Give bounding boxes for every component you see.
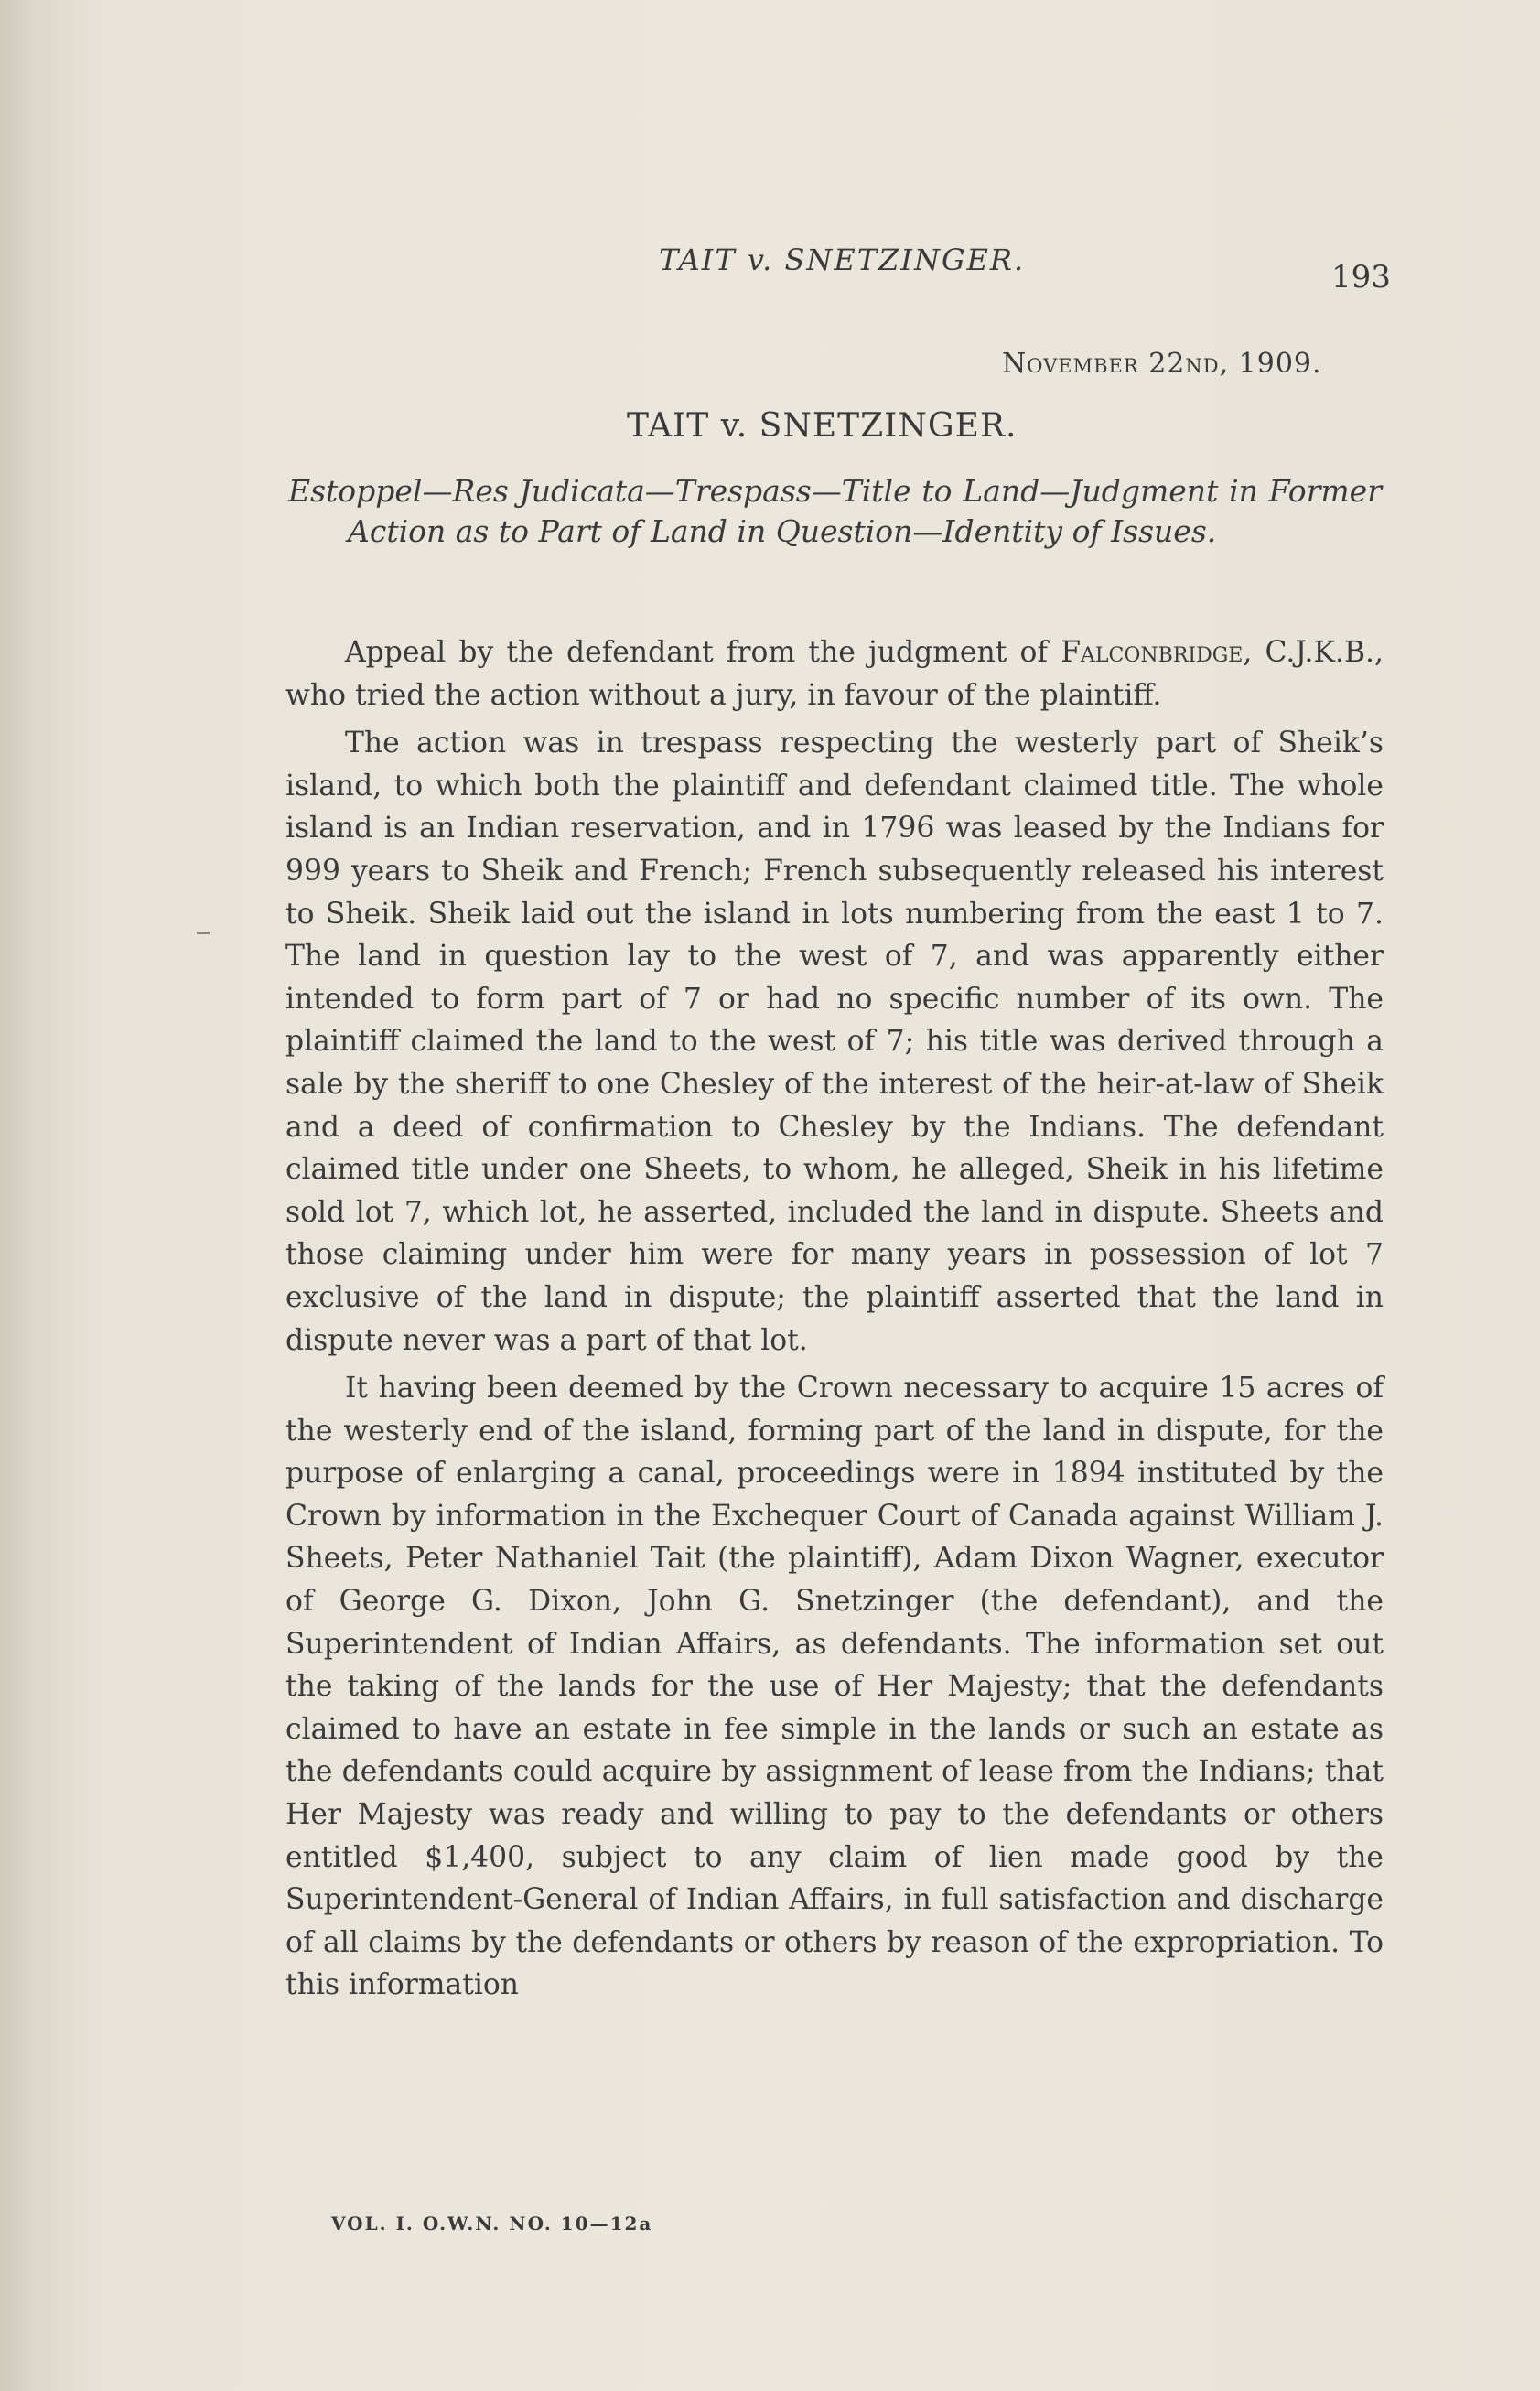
judge-name: Falconbridge <box>1061 636 1244 669</box>
paragraph-1-start: Appeal by the defendant from the judgment of <box>345 636 1061 669</box>
body-text <box>285 631 1384 2007</box>
decision-date: November 22nd, 1909. <box>1002 348 1322 380</box>
printer-signature: VOL. I. O.W.N. NO. 10—12a <box>331 2213 653 2235</box>
page-number: 193 <box>1331 259 1391 296</box>
margin-mark <box>197 932 210 934</box>
paragraph-3: It having been deemed by the Crown necessary to acquire 15 acres of the westerly end of the island, forming part of the land in dispute, for the purpose of enlarging a canal, proceedings were in 1894 instituted by the Crown by information in the Exchequer Court of Canada against William J. Sheets, Peter Nathaniel Tait (the plaintiff), Adam Dixon Wagner, executor of George G. Dixon, John G. Snetzinger (the defendant), and the Superintendent of Indian Affairs, as defendants. The information set out the taking of the lands for the use of Her Majesty; that the defendants claimed to have an estate in fee simple in the lands or such an estate as the defendants could acquire by assignment of lease from the Indians; that Her Majesty was ready and willing to pay to the defendants or others entitled $1,400, subject to any claim of lien made good by the Superintendent-General of Indian Affairs, in full satisfaction and discharge of all claims by the defendants or others by reason of the expropriation. To this information <box>285 1372 1384 2002</box>
paragraph-1 <box>285 631 1384 716</box>
running-head: TAIT v. SNETZINGER. <box>659 242 1026 277</box>
case-title: TAIT v. SNETZINGER. <box>627 407 1018 445</box>
paragraph-2: The action was in trespass respecting the westerly part of Sheik’s island, to which both the plaintiff and defendant claimed title. The whole island is an Indian reservation, and in 1796 was leased by the Indians for 999 years to Sheik and French; French subsequently released his interest to Sheik. Sheik laid out the island in lots numbering from the east 1 to 7. The land in question lay to the west of 7, and was apparently either intended to form part of 7 or had no specific number of its own. The plaintiff claimed the land to the west of 7; his title was derived through a sale by the sheriff to one Chesley of the interest of the heir-at-law of Sheik and a deed of confirmation to Chesley by the Indians. The defendant claimed title under one Sheets, to whom, he alleged, Sheik in his lifetime sold lot 7, which lot, he asserted, included the land in dispute. Sheets and those claiming under him were for many years in possession of lot 7 exclusive of the land in dispute; the plaintiff asserted that the land in dispute never was a part of that lot. <box>285 727 1384 1357</box>
headnote: Estoppel—Res Judicata—Trespass—Title to Land—Judgment in Former Action as to Part of Land in Question—Identity of Issues. <box>288 473 1382 549</box>
paragraph-1-end: , C.J.K.B., who tried the action without a jury, in favour of the plaintiff. <box>285 636 1384 712</box>
